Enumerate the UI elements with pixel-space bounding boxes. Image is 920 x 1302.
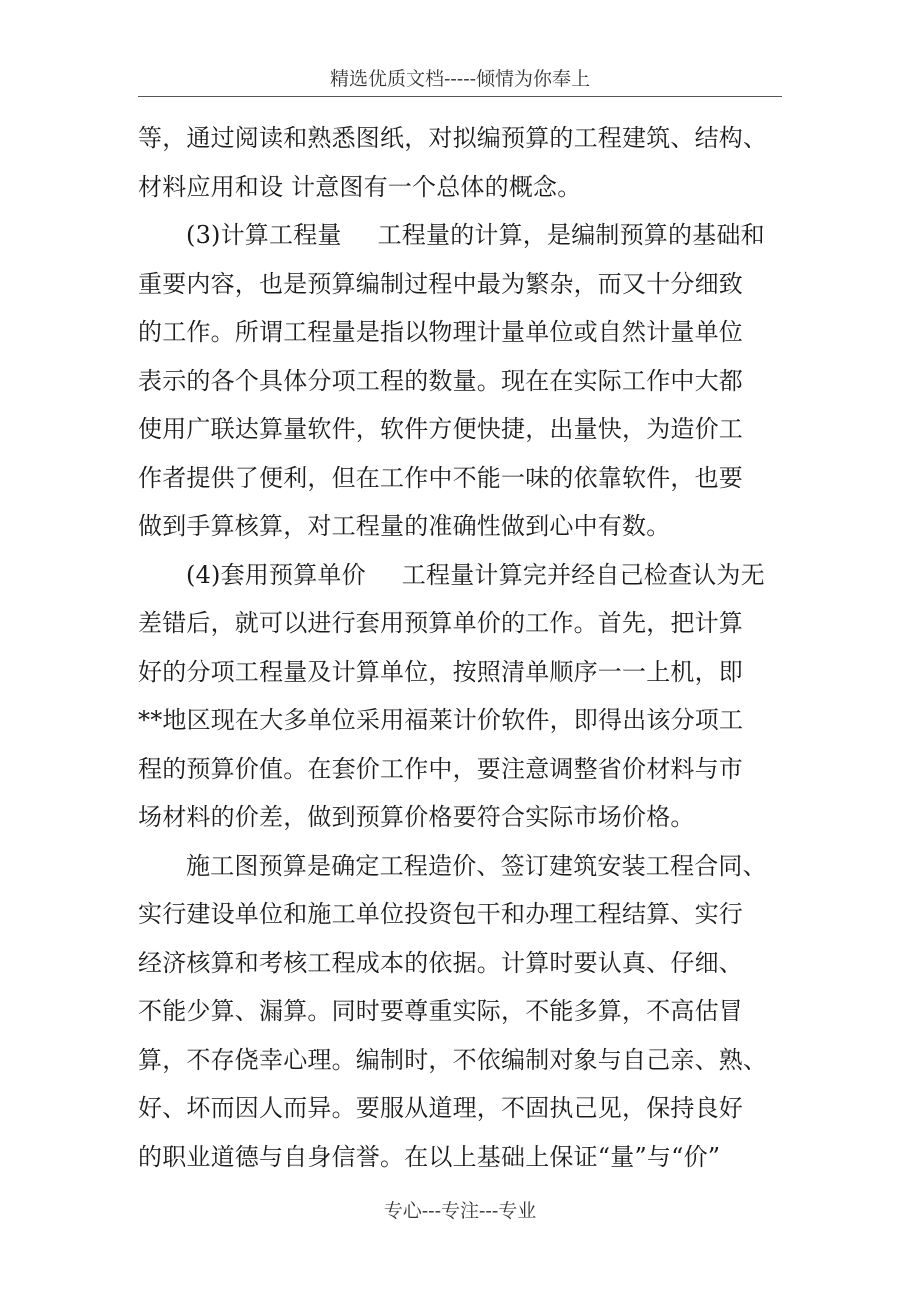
text-line-body: 工程量计算完并经自己检查认为无 bbox=[401, 560, 765, 589]
body-text bbox=[138, 114, 786, 1181]
page-footer: 专心---专注---专业 bbox=[383, 1200, 537, 1222]
text-line: 做到手算核算，对工程量的准确性做到心中有数。 bbox=[138, 512, 671, 540]
text-line: 实行建设单位和施工单位投资包干和办理工程结算、实行 bbox=[138, 900, 743, 928]
text-line: 表示的各个具体分项工程的数量。现在在实际工作中大都 bbox=[138, 366, 743, 395]
text-line: 等，通过阅读和熟悉图纸，对拟编预算的工程建筑、结构、 bbox=[138, 124, 768, 152]
text-line: 差错后，就可以进行套用预算单价的工作。首先，把计算 bbox=[138, 609, 743, 637]
text-line: 好、坏而因人而异。要服从道理，不固执己见，保持良好 bbox=[138, 1094, 743, 1122]
text-line bbox=[138, 211, 786, 260]
text-line bbox=[138, 551, 786, 600]
text-line: 施工图预算是确定工程造价、签订建筑安装工程合同、 bbox=[186, 851, 767, 880]
text-line: 的职业道德与自身信誉。在以上基础上保证“量”与“价” bbox=[138, 1142, 721, 1171]
text-line: 好的分项工程量及计算单位，按照清单顺序一一上机，即 bbox=[138, 657, 743, 686]
text-line: 材料应用和设 计意图有一个总体的概念。 bbox=[138, 172, 582, 201]
section-label: (4)套用预算单价 bbox=[186, 560, 366, 589]
page-header: 精选优质文档-----倾情为你奉上 bbox=[138, 62, 782, 97]
text-line: 场材料的价差，做到预算价格要符合实际市场价格。 bbox=[138, 803, 695, 831]
text-line: 使用广联达算量软件，软件方便快捷，出量快，为造价工 bbox=[138, 415, 743, 443]
section-label: (3)计算工程量 bbox=[186, 221, 342, 249]
text-line: 经济核算和考核工程成本的依据。计算时要认真、仔细、 bbox=[138, 948, 743, 977]
text-line: 程的预算价值。在套价工作中，要注意调整省价材料与市 bbox=[138, 754, 743, 783]
text-line: 算，不存侥幸心理。编制时，不依编制对象与自己亲、熟、 bbox=[138, 1045, 768, 1074]
text-line: 重要内容，也是预算编制过程中最为繁杂，而又十分细致 bbox=[138, 269, 743, 298]
text-line: 不能少算、漏算。同时要尊重实际，不能多算，不高估冒 bbox=[138, 997, 743, 1025]
text-line: 作者提供了便利，但在工作中不能一味的依靠软件，也要 bbox=[138, 463, 743, 492]
text-line: 的工作。所谓工程量是指以物理计量单位或自然计量单位 bbox=[138, 318, 743, 346]
text-line-body: 工程量的计算，是编制预算的基础和 bbox=[377, 221, 765, 249]
text-line: **地区现在大多单位采用福莱计价软件，即得出该分项工 bbox=[138, 706, 744, 734]
